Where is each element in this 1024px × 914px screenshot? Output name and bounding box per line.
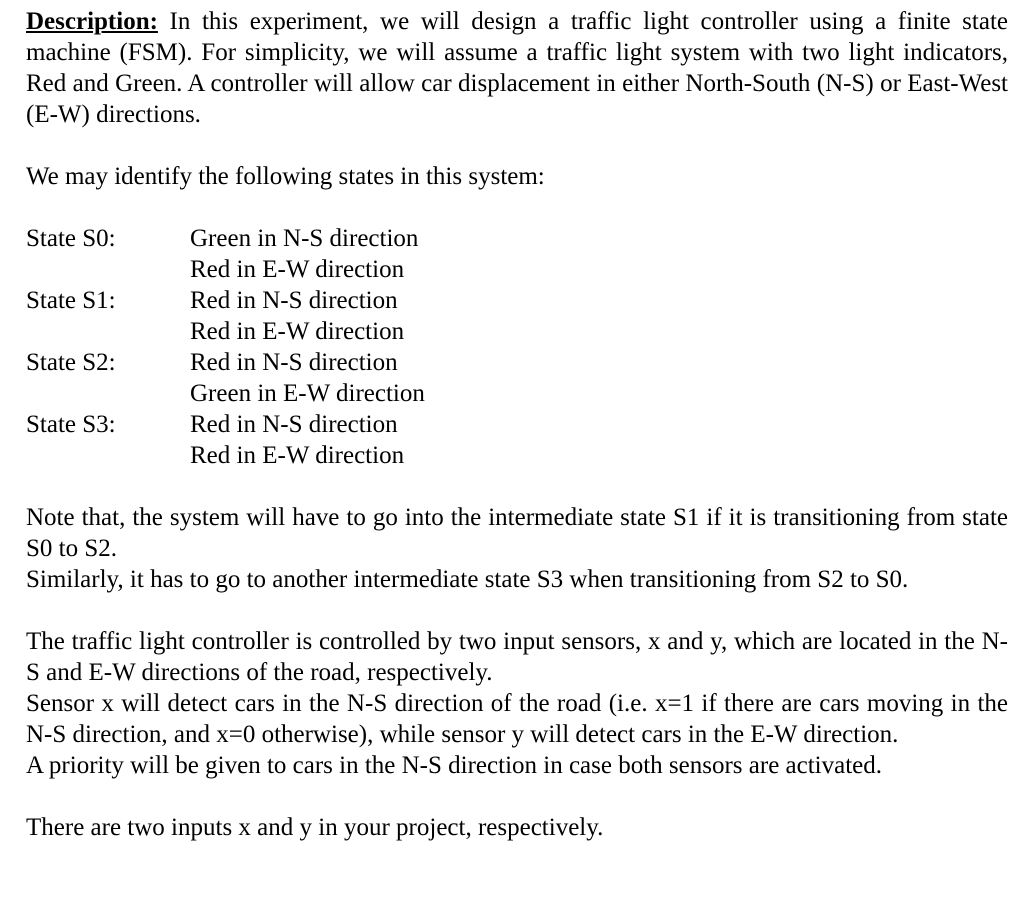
sensors-paragraph-2: Sensor x will detect cars in the N-S direction of the road (i.e. x=1 if there are cars moving in the N-S direction, and x=0 otherwise), while sensor y will detect cars in the E-W direction. xyxy=(26,690,1008,748)
state-label: State S1: xyxy=(26,287,116,314)
state-line: Green in N-S direction xyxy=(190,225,419,252)
state-label: State S3: xyxy=(26,411,116,438)
spacer xyxy=(26,595,1008,626)
sensors-paragraph-3: A priority will be given to cars in the N-S direction in case both sensors are activated. xyxy=(26,752,883,779)
states-list xyxy=(26,223,1008,471)
state-row-s0 xyxy=(26,223,1008,285)
description-text: In this experiment, we will design a traffic light controller using a finite state machine (FSM). For simplicity, we will assume a traffic light system with two light indicators, Red and Green. A controller will allow car displacement in either North-South (N-S) or East-West (E-W) directions. xyxy=(26,8,1008,128)
spacer xyxy=(26,471,1008,502)
spacer xyxy=(26,130,1008,161)
state-row-s3 xyxy=(26,409,1008,471)
description-paragraph xyxy=(26,6,1008,130)
state-label: State S2: xyxy=(26,349,116,376)
state-line: Green in E-W direction xyxy=(190,380,425,407)
note-paragraph-2: Similarly, it has to go to another intermediate state S3 when transitioning from S2 to S0. xyxy=(26,566,909,593)
spacer xyxy=(26,192,1008,223)
note-paragraph: Note that, the system will have to go into the intermediate state S1 if it is transitioning from state S0 to S2. xyxy=(26,504,1008,562)
state-line: Red in E-W direction xyxy=(190,442,405,469)
state-description xyxy=(190,409,404,471)
description-heading: Description: xyxy=(26,8,158,35)
state-line: Red in E-W direction xyxy=(190,256,405,283)
state-line: Red in N-S direction xyxy=(190,349,398,376)
state-line: Red in N-S direction xyxy=(190,411,398,438)
state-line: Red in E-W direction xyxy=(190,318,405,345)
state-row-s2 xyxy=(26,347,1008,409)
state-line: Red in N-S direction xyxy=(190,287,398,314)
inputs-paragraph: There are two inputs x and y in your project, respectively. xyxy=(26,814,604,841)
states-intro: We may identify the following states in this system: xyxy=(26,163,545,190)
state-description xyxy=(190,285,404,347)
sensors-paragraph: The traffic light controller is controlled by two input sensors, x and y, which are located in the N-S and E-W directions of the road, respectively. xyxy=(26,628,1008,686)
state-description xyxy=(190,223,418,285)
state-description xyxy=(190,347,425,409)
state-label: State S0: xyxy=(26,225,116,252)
document-page xyxy=(26,6,1008,843)
spacer xyxy=(26,781,1008,812)
state-row-s1 xyxy=(26,285,1008,347)
